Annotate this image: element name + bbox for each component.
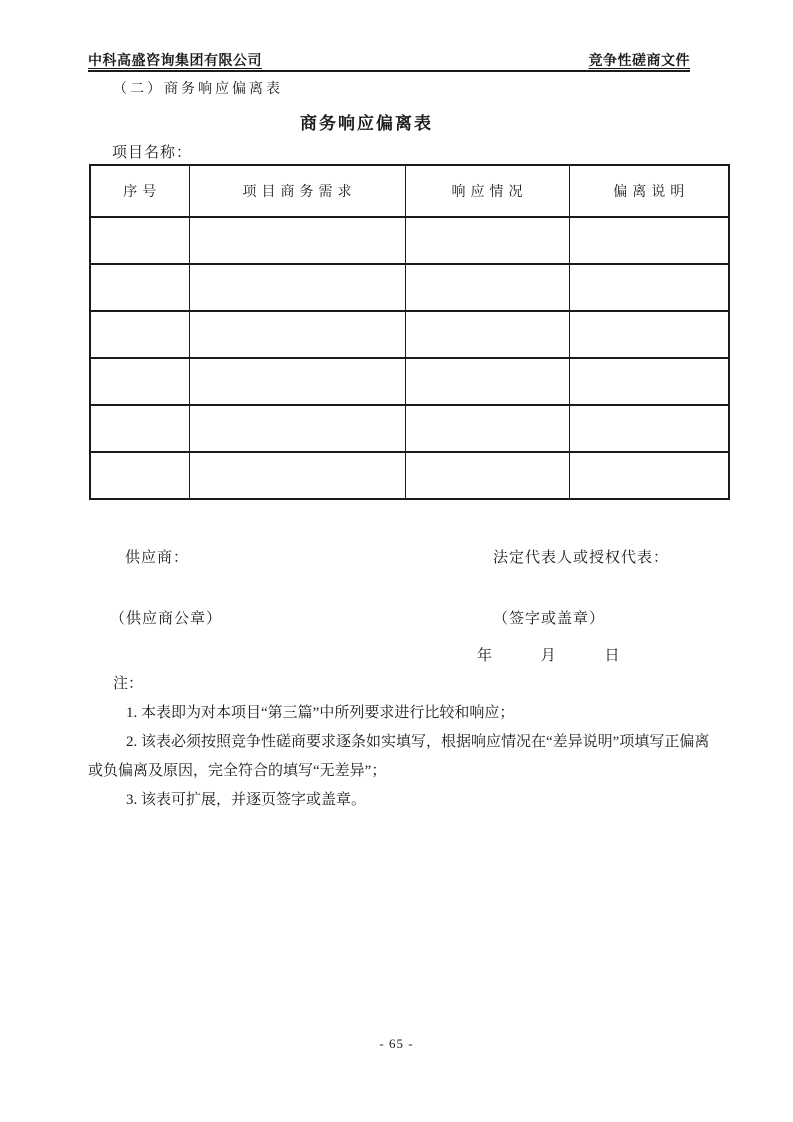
deviation-table	[89, 164, 730, 500]
supplier-label: 供应商：	[125, 550, 190, 566]
table-cell	[90, 452, 189, 499]
table-cell	[90, 217, 189, 264]
table-cell	[189, 311, 405, 358]
table-row	[90, 452, 729, 499]
date-month-label: 月	[540, 648, 556, 664]
table-cell	[189, 217, 405, 264]
table-row	[90, 217, 729, 264]
table-cell	[569, 311, 729, 358]
column-header-seq: 序号	[90, 165, 189, 217]
notes-label: 注：	[113, 676, 144, 692]
supplier-seal-label: （供应商公章）	[110, 611, 223, 627]
page-title: 商务响应偏离表	[300, 114, 433, 133]
table-cell	[569, 405, 729, 452]
table-row	[90, 405, 729, 452]
table-cell	[90, 264, 189, 311]
note-item-1: 1. 本表即为对本项目“第三篇”中所列要求进行比较和响应；	[126, 705, 515, 721]
table-cell	[569, 452, 729, 499]
table-cell	[569, 358, 729, 405]
page-number: - 65 -	[379, 1036, 414, 1051]
table-row	[90, 264, 729, 311]
header-doc-type: 竞争性磋商文件	[588, 54, 690, 69]
project-name-label: 项目名称：	[112, 145, 193, 161]
running-header	[88, 50, 690, 72]
table-cell	[189, 358, 405, 405]
table-cell	[405, 311, 569, 358]
date-line	[477, 644, 620, 665]
notes-block	[88, 670, 710, 815]
table-header-row	[90, 165, 729, 217]
table-cell	[90, 358, 189, 405]
table-cell	[405, 358, 569, 405]
table-cell	[90, 405, 189, 452]
representative-label: 法定代表人或授权代表：	[493, 550, 670, 566]
sign-or-seal-label: （签字或盖章）	[493, 611, 606, 627]
table-cell	[405, 452, 569, 499]
date-year-label: 年	[477, 648, 493, 664]
note-item-2: 2. 该表必须按照竞争性磋商要求逐条如实填写，根据响应情况在“差异说明”项填写正偏离或负偏离及原因，完全符合的填写“无差异”；	[88, 734, 710, 779]
note-item-3: 3. 该表可扩展，并逐页签字或盖章。	[126, 792, 367, 808]
table-cell	[189, 452, 405, 499]
table-cell	[405, 217, 569, 264]
table-cell	[405, 264, 569, 311]
table-row	[90, 358, 729, 405]
header-company-name: 中科高盛咨询集团有限公司	[88, 54, 262, 69]
column-header-response: 响应情况	[405, 165, 569, 217]
column-header-deviation: 偏离说明	[569, 165, 729, 217]
table-cell	[90, 311, 189, 358]
table-cell	[569, 264, 729, 311]
table-cell	[569, 217, 729, 264]
table-row	[90, 311, 729, 358]
table-cell	[405, 405, 569, 452]
column-header-requirement: 项目商务需求	[189, 165, 405, 217]
deviation-table-body	[90, 217, 729, 499]
date-day-label: 日	[604, 648, 620, 664]
table-cell	[189, 405, 405, 452]
section-heading: （二）商务响应偏离表	[113, 82, 283, 97]
table-cell	[189, 264, 405, 311]
